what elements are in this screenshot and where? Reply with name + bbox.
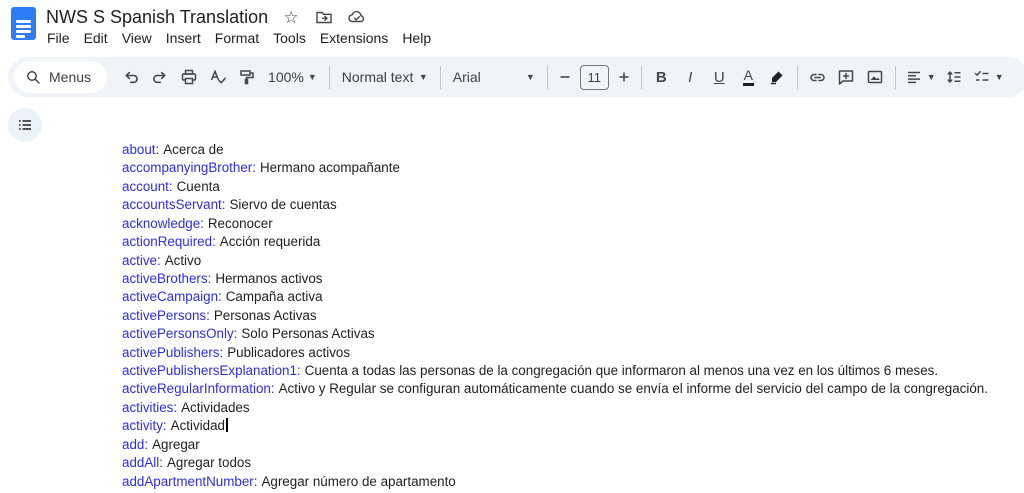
chevron-down-icon: ▼ — [418, 72, 428, 82]
document-title[interactable]: NWS S Spanish Translation — [46, 6, 269, 27]
divider — [547, 66, 548, 89]
insert-link-icon — [808, 68, 827, 87]
translation-key: activePublishersExplanation1: — [122, 363, 301, 379]
doc-line[interactable] — [122, 362, 988, 380]
paint-format-button[interactable] — [232, 62, 261, 92]
translation-key: activePersonsOnly: — [122, 326, 238, 342]
translation-value: Activo — [164, 252, 202, 268]
menu-insert[interactable]: Insert — [165, 30, 201, 46]
translation-value: Cuenta — [176, 178, 220, 194]
divider — [329, 66, 330, 89]
doc-line[interactable] — [122, 399, 988, 417]
doc-line[interactable] — [122, 196, 988, 214]
translation-key: activeCampaign: — [122, 289, 222, 305]
menu-bar — [40, 27, 438, 49]
translation-key: activity: — [122, 418, 167, 434]
star-icon[interactable]: ☆ — [283, 7, 299, 27]
doc-line[interactable] — [122, 325, 988, 343]
underline-icon: U — [713, 68, 725, 86]
print-icon — [180, 68, 198, 86]
highlight-button[interactable] — [763, 62, 792, 92]
chevron-down-icon: ▼ — [994, 72, 1004, 82]
insert-image-icon — [866, 68, 884, 86]
toolbar — [8, 57, 1024, 97]
doc-line[interactable] — [122, 454, 988, 472]
google-docs-logo-icon[interactable] — [11, 7, 36, 40]
insert-link-button[interactable] — [803, 62, 832, 92]
add-comment-button[interactable] — [832, 62, 861, 92]
translation-value: Actividades — [181, 399, 250, 415]
document-outline-button[interactable] — [8, 108, 42, 142]
spellcheck-icon — [209, 68, 227, 86]
translation-value: Cuenta a todas las personas de la congregación que informaron al menos una vez en los últimos 6 meses. — [304, 363, 939, 379]
translation-key: activePublishers: — [122, 344, 224, 360]
bold-icon: B — [655, 68, 667, 86]
decrease-font-size-button[interactable] — [553, 62, 577, 92]
highlight-icon — [768, 68, 786, 86]
move-folder-icon[interactable] — [314, 7, 334, 27]
doc-line[interactable] — [122, 288, 988, 306]
menus-search-button[interactable] — [14, 61, 107, 93]
translation-key: activePersons: — [122, 307, 210, 323]
chevron-down-icon: ▼ — [525, 72, 535, 82]
translation-value: Acerca de — [163, 142, 224, 157]
menu-extensions[interactable]: Extensions — [319, 30, 389, 46]
translation-value: Publicadores activos — [227, 344, 351, 360]
font-size-input[interactable]: 11 — [580, 65, 609, 90]
menu-tools[interactable]: Tools — [273, 30, 306, 46]
menu-view[interactable]: View — [121, 30, 152, 46]
spellcheck-button[interactable] — [203, 62, 232, 92]
translation-key: add: — [122, 436, 149, 452]
translation-value: Siervo de cuentas — [229, 197, 337, 213]
translation-key: about: — [122, 142, 160, 157]
chevron-down-icon: ▼ — [926, 72, 936, 82]
translation-value: Agregar todos — [166, 455, 252, 471]
plus-icon — [617, 70, 631, 84]
underline-button[interactable] — [705, 62, 734, 92]
text-cursor — [226, 418, 228, 432]
translation-key: active: — [122, 252, 161, 268]
doc-line[interactable] — [122, 252, 988, 270]
cloud-saved-icon[interactable] — [347, 7, 367, 27]
doc-line[interactable] — [122, 307, 988, 325]
doc-line[interactable] — [122, 417, 988, 435]
translation-value: Acción requerida — [219, 234, 321, 250]
chevron-down-icon: ▼ — [307, 72, 317, 82]
redo-button[interactable] — [145, 62, 174, 92]
align-button[interactable] — [901, 62, 940, 92]
doc-line[interactable] — [122, 473, 988, 491]
divider — [895, 66, 896, 89]
translation-key: activeBrothers: — [122, 270, 212, 286]
divider — [641, 66, 642, 89]
doc-line[interactable] — [122, 436, 988, 454]
translation-key: accompanyingBrother: — [122, 160, 256, 176]
translation-value: Activo y Regular se configuran automáticamente cuando se envía el informe del servicio del campo de la congregación. — [278, 381, 988, 397]
translation-value: Campaña activa — [225, 289, 323, 305]
doc-line[interactable] — [122, 233, 988, 251]
paragraph-style-select[interactable]: Normal text ▼ — [341, 69, 428, 85]
doc-line[interactable] — [122, 270, 988, 288]
print-button[interactable] — [174, 62, 203, 92]
translation-value: Agregar — [152, 436, 200, 452]
add-comment-icon — [837, 68, 855, 86]
translation-value: Solo Personas Activas — [241, 326, 375, 342]
translation-key: addApartmentNumber: — [122, 473, 258, 489]
italic-icon: I — [688, 68, 693, 86]
document-text[interactable] — [122, 141, 988, 491]
translation-key: activities: — [122, 399, 178, 415]
italic-button[interactable] — [676, 62, 705, 92]
app-header — [0, 0, 1024, 57]
divider — [797, 66, 798, 89]
translation-value: Hermanos activos — [215, 270, 323, 286]
font-select[interactable]: Arial ▼ — [452, 69, 535, 85]
translation-value: Actividad — [170, 418, 225, 434]
translation-value: Agregar número de apartamento — [261, 473, 456, 489]
text-color-icon: A — [743, 68, 754, 86]
translation-key: accountsServant: — [122, 197, 226, 213]
bold-button[interactable] — [647, 62, 676, 92]
menus-label: Menus — [49, 69, 92, 85]
doc-line[interactable] — [122, 344, 988, 362]
menu-format[interactable]: Format — [214, 30, 260, 46]
align-left-icon — [905, 68, 923, 86]
text-color-button[interactable] — [734, 62, 763, 92]
translation-key: addAll: — [122, 455, 163, 471]
doc-line[interactable] — [122, 215, 988, 233]
doc-line[interactable] — [122, 141, 988, 159]
increase-font-size-button[interactable] — [612, 62, 636, 92]
menu-help[interactable]: Help — [402, 30, 432, 46]
checklist-icon — [973, 68, 991, 86]
minus-icon — [558, 70, 572, 84]
doc-line[interactable] — [122, 380, 988, 398]
line-spacing-icon — [945, 68, 963, 86]
undo-icon — [122, 68, 140, 86]
insert-image-button[interactable] — [861, 62, 890, 92]
document-outline-icon — [16, 116, 34, 134]
translation-key: acknowledge: — [122, 215, 204, 231]
translation-value: Personas Activas — [213, 307, 317, 323]
divider — [440, 66, 441, 89]
menu-file[interactable]: File — [47, 30, 70, 46]
translation-key: actionRequired: — [122, 234, 216, 250]
zoom-select[interactable]: 100% ▼ — [268, 69, 317, 85]
doc-line[interactable] — [122, 159, 988, 177]
undo-button[interactable] — [116, 62, 145, 92]
translation-key: activeRegularInformation: — [122, 381, 275, 397]
doc-line[interactable] — [122, 178, 988, 196]
translation-key: account: — [122, 178, 173, 194]
paint-format-icon — [238, 68, 256, 86]
translation-value: Reconocer — [207, 215, 273, 231]
translation-value: Hermano acompañante — [259, 160, 400, 176]
menu-edit[interactable]: Edit — [83, 30, 108, 46]
search-icon — [25, 69, 41, 85]
checklist-button[interactable] — [969, 62, 1008, 92]
redo-icon — [151, 68, 169, 86]
line-spacing-button[interactable] — [940, 62, 969, 92]
